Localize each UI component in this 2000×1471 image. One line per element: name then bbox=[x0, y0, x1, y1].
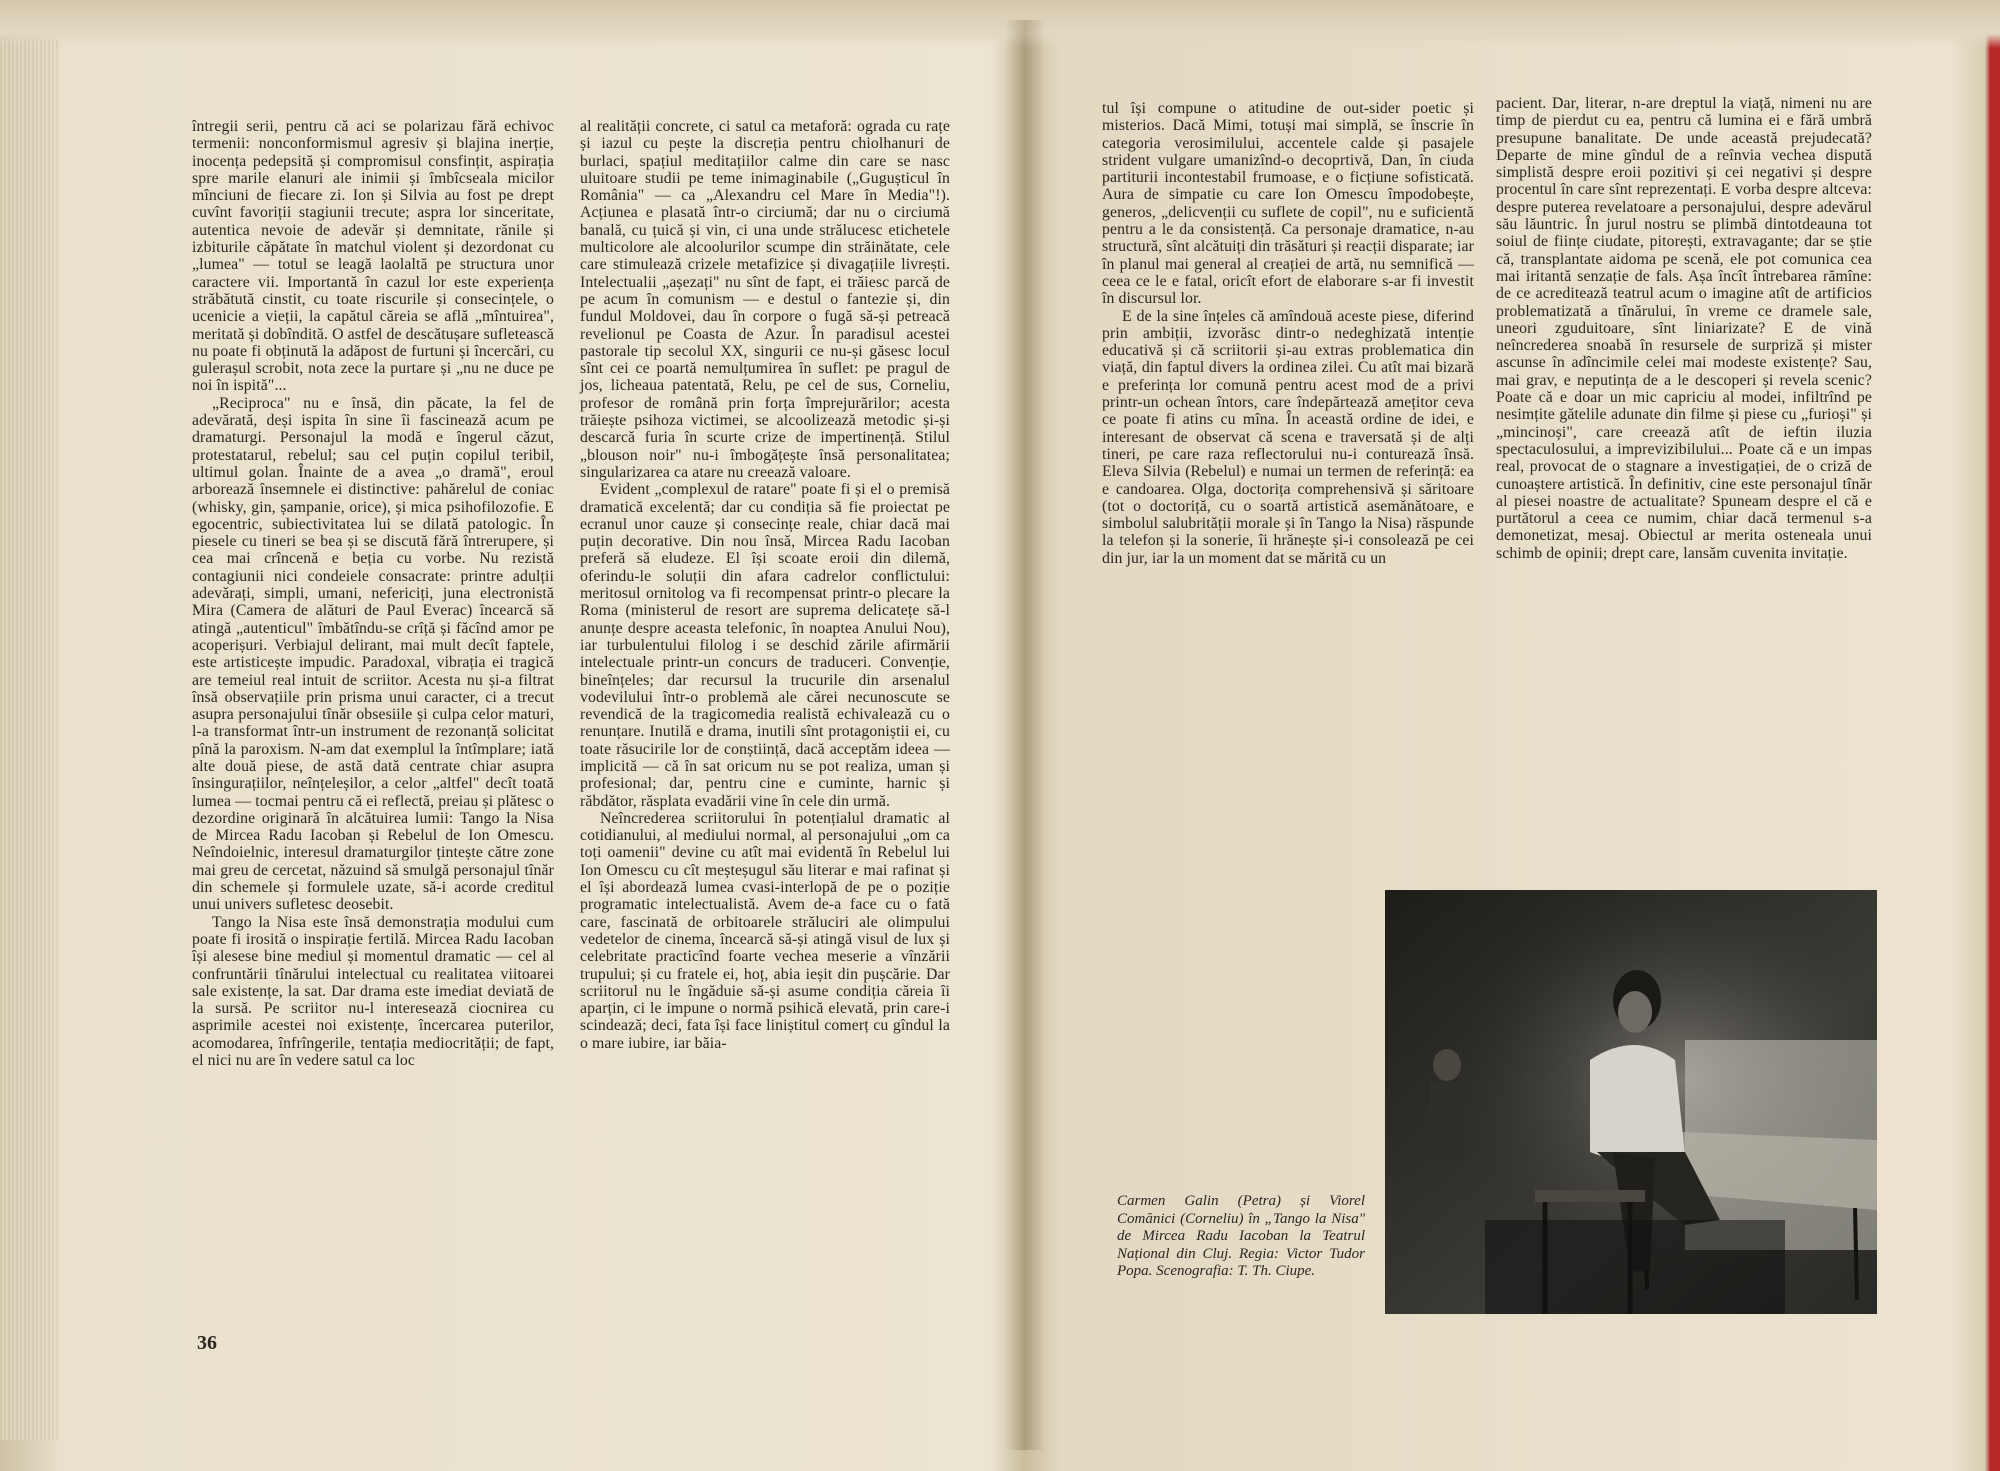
page-number: 36 bbox=[197, 1332, 217, 1354]
paragraph: E de la sine înțeles că amîndouă aceste piese, diferind prin ambiții, izvorăsc dintr-o nedeghizată intenție educativă și că scriitorii și-au extras problematica din viață, din faptul divers la ordinea zilei. Cu atît mai bizară e preferința lor comună pentru acest mod de a privi printr-un ochean întors, care îndepărtează amețitor ceva ce poate fi atins cu mîna. În această ordine de idei, e interesant de observat că scena e traversată și de alți tineri, pe care raza reflectorului nu-i conturează însă. Eleva Silvia (Rebelul) e numai un termen de referință: ea e candoarea. Olga, doctorița comprehensivă și săritoare (tot o doctoriță, cu o soartă artistică asemănătoare, e simbolul salubrității morale și în Tango la Nisa) răspunde la telefon și la sonerie, îi hrănește și-i consolează pe cei din jur, iar la un moment dat se mărită cu un bbox=[1102, 307, 1474, 567]
theatre-photo bbox=[1385, 890, 1877, 1314]
paragraph: întregii serii, pentru că aci se polarizau fără echivoc termenii: nonconformismul agresiv și blajina inerție, inocența pedepsită și compromisul consfințit, aspirația spre marile elanuri ale inimii și îmbîcseala micilor mînciuni de fiecare zi. Ion și Silvia au fost pe drept cuvînt favoriții stagiunii trecute; aspra lor sinceritate, autentica nevoie de adevăr și demnitate, rănile și izbiturile căpătate în matchul violent și dezordonat cu „lumea" — totul se leagă laolaltă pe structura unor caractere vii. Importantă în cazul lor este experiența străbătută cinstit, cu toate riscurile și consecințele, o ucenicie a vieții, la capătul căreia se află „mîntuirea", meritată și dobîndită. O astfel de descătușare sufletească nu poate fi obținută la adăpost de furtuni și încercări, cu gulerașul scrobit, nota zece la purtare și „nu ne duce pe noi în ispită"... bbox=[192, 118, 554, 395]
text-column-2 bbox=[580, 118, 950, 1052]
paragraph: „Reciproca" nu e însă, din păcate, la fel de adevărată, deși ispita în sine îi fascinează acum pe dramaturgi. Personajul la modă e îngerul căzut, protestatarul, rebelul; sau cel puțin copilul teribil, ultimul golan. Înainte de a avea „o dramă", eroul arborează însemnele ei distinctive: pahărelul de coniac (whisky, gin, șampanie, orice), și mica psihofilozofie. E egocentric, subiectivitatea lui se dilată patologic. În piesele cu tineri se bea și se discută fără întrerupere, și cea mai crîncenă e beția cu vorbe. Nu rezistă contagiunii nici condeiele consacrate: printre adulții adevărați, simpli, umani, nefericiți, juna electronistă Mira (Camera de alături de Paul Everac) încearcă să atingă „autenticul" îmbătîndu-se crîță și făcînd amor pe acoperișuri. Verbiajul delirant, mai mult decît faptele, este artisticește impudic. Paradoxal, vibrația ei tragică are temeiul real intuit de scriitor. Acesta nu și-a filtrat însă observațiile prin prisma unui caracter, ci a trecut asupra personajului tînăr obsesiile și culpa celor maturi, l-a transformat într-un instrument de rezonanță solicitat pînă la paroxism. N-am dat exemplul la întîmplare; iată alte două piese, de astă dată centrate chiar asupra însingurațiilor, neînțeleșilor, a celor „altfel" decît toată lumea — tocmai pentru că ei reflectă, preiau și plătesc o dezordine originară în alcătuirea lumii: Tango la Nisa de Mircea Radu Iacoban și Rebelul de Ion Omescu. Neîndoielnic, interesul dramaturgilor țintește către zone mai greu de cercetat, năzuind să smulgă personajul tînăr din schemele și formulele uzate, să-i acorde creditul unui univers sufletesc deosebit. bbox=[192, 394, 554, 914]
paragraph: tul își compune o atitudine de out-sider poetic și misterios. Dacă Mimi, totuși mai simplă, se înscrie în categoria verosimilului, accentele calde și pasajele strident vulgare umanizînd-o decoprtivă, Dan, în ciuda partiturii incontestabil frumoase, e o ficțiune sofisticată. Aura de simpatie cu care Ion Omescu împodobește, generos, „delicvenții cu suflete de copil", nu e suficientă pentru a le da consistență. Ca personaje dramatice, n-au structură, sînt alcătuiți din trăsături și reacții disparate; iar în planul mai general al creației de artă, nu semnifică — ceea ce le e fatal, oricît efort de elaborare s-ar fi investit în discursul lor. bbox=[1102, 100, 1474, 308]
paragraph: Tango la Nisa este însă demonstrația modului cum poate fi irosită o inspirație fertilă. Mircea Radu Iacoban își alesese bine mediul și momentul dramatic — cel al confruntării tînărului intelectual cu realitatea viitoarei sale existențe, la sat. Dar drama este imediat deviată de la sursă. Pe scriitor nu-l interesează ciocnirea cu asprimile acestei noi existențe, încercarea puterilor, acomodarea, înfrîngerile, tentația mediocrității; de fapt, el nici nu are în vedere satul ca loc bbox=[192, 913, 554, 1070]
text-column-3 bbox=[1102, 100, 1474, 567]
paragraph: al realității concrete, ci satul ca metaforă: ograda cu rațe și iazul cu pește la discreția pentru chiolhanuri de burlaci, spațiul meditațiilor calme din care se nasc uluitoare studii pe teme inimaginabile („Gugușticul în România" — ca „Alexandru cel Mare în Media"!). Acțiunea e plasată într-o circiumă; dar nu o circiumă banală, cu țuică și vin, ci una unde strălucesc etichetele multicolore ale alcoolurilor scumpe din străinătate, cele care stimulează crizele metafizice și divagațiile livrești. Intelectualii „așezați" nu sînt de fapt, ei trăiesc parcă de pe acum în comunism — e destul o fantezie și, din fundul Moldovei, dau în corpore o fugă să-și petreacă revelionul pe Coasta de Azur. În paradisul acestei pastorale tip secolul XX, singurii ce nu-și găsesc locul sînt cei ce poartă nemulțumirea în suflet: pe pragul de jos, licheaua patentată, Relu, pe cel de sus, Corneliu, profesor de română prin forța împrejurărilor; acesta trăiește psihoza victimei, se alcoolizează metodic și-și descarcă furia în scurte crize de impertinență. Stilul „blouson noir" nu-i îmbogățește însă personalitatea; singularizarea ca atare nu creează valoare. bbox=[580, 118, 950, 481]
paragraph: pacient. Dar, literar, n-are dreptul la viață, nimeni nu are timp de pierdut cu ea, pentru că lumina ei e fără umbră presupune banalitate. De unde această prejudecată? Departe de mine gîndul de a reînvia vechea dispută simplistă despre eroii pozitivi și cei negativi și despre procentul în care sînt reprezentați. E vorba despre altceva: despre puterea revelatoare a personajului, despre adevărul său lăuntric. În jurul nostru se plimbă dintotdeauna tot soiul de ființe ciudate, pitorești, extravagante; dar se știe că, transplantate aidoma pe scenă, ele pot comunica cea mai iritantă senzație de fals. Așa încît întrebarea rămîne: de ce acreditează teatrul acum o imagine atît de artificios problematizată a tînărului, în vreme ce dramele sale, uneori zguduitoare, sînt liniarizate? E de vină neîncrederea snoabă în resursele de surpriză și mister ascunse în adîncimile celei mai modeste existențe? Sau, mai grav, e neputința de a le descoperi și revela scenic? Poate că e doar un mic capriciu al modei, infiltrînd pe nesimțite gătelile adunate din filme și piese cu „furioși" și „mincinoși", care creează atît de ieftin iluzia spectaculosului, a imprevizibilului... Poate că e un impas real, provocat de o stagnare a investigației, de o criză de cunoaștere artistică. În definitiv, cine este personajul tînăr al piesei noastre de actualitate? Spuneam despre el că e purtătorul a ceea ce numim, chiar dacă termenul s-a demonetizat, mesaj. Obiectul ar merita osteneala unui schimb de opinii; drept care, lansăm cuvenita invitație. bbox=[1496, 95, 1872, 562]
paragraph: Neîncrederea scriitorului în potențialul dramatic al cotidianului, al mediului normal, al personajului „om ca toți oamenii" devine cu atît mai evidentă în Rebelul lui Ion Omescu cu cît meșteșugul său literar e mai rafinat și el își abordează lumea cvasi-interlopă de pe o poziție programatic intelectualistă. Avem de-a face cu o fată care, fascinată de orbitoarele străluciri ale olimpului vedetelor de cinema, încearcă să-și atingă visul de lux și celebritate practicînd foarte vechea meserie a vînzării trupului; și cu fratele ei, hoț, abia ieșit din pușcărie. Dar scriitorul nu le îngăduie să-și asume condiția căreia îi aparțin, ci le impune o normă psihică elevată, prin care-i scindează; deci, fata își face liniștitul comerț cu gîndul la o mare iubire, iar băia- bbox=[580, 809, 950, 1052]
book-spine-gutter bbox=[1005, 20, 1045, 1450]
book-page-edges bbox=[0, 40, 60, 1440]
paragraph: Evident „complexul de ratare" poate fi și el o premisă dramatică excelentă; dar cu condiția să fie proiectat pe ecranul unor cauze și consecințe reale, chiar dacă mai puțin decorative. Din nou însă, Mircea Radu Iacoban preferă să eludeze. El își scoate eroii din dilemă, oferindu-le soluții din afara cadrelor conflictului: meritosul ornitolog va fi recompensat printr-o plecare la Roma (ministerul de resort are suprema delicatețe să-l anunțe despre aceasta telefonic, în noaptea Anului Nou), iar turbulentului filolog i se deschid zările afirmării intelectuale printr-un concurs de traduceri. Convenție, bineînțeles; dar recursul la trucurile din arsenalul vodevilului într-o problemă ale cărei necunoscute se revendică de la tragicomedia realistă echivalează cu o renunțare. Inutilă e drama, inutili sînt protagoniștii ei, cu toate răsucirile lor de conștiință, dacă acceptăm ideea — implicită — că în sat oricum nu se pot realiza, uman și profesional; dar, pentru cine e cuminte, harnic și răbdător, răsplata evadării vine în cele din urmă. bbox=[580, 481, 950, 810]
theatre-photo-image bbox=[1385, 890, 1877, 1314]
photo-caption: Carmen Galin (Petra) și Viorel Comănici (Corneliu) în „Tango la Nisa" de Mircea Radu Iacoban la Teatrul Național din Cluj. Regia: Victor Tudor Popa. Scenografia: T. Th. Ciupe. bbox=[1117, 1193, 1365, 1279]
book-top-edge bbox=[0, 0, 2000, 48]
text-column-4 bbox=[1496, 95, 1872, 562]
text-column-1 bbox=[192, 118, 554, 1069]
